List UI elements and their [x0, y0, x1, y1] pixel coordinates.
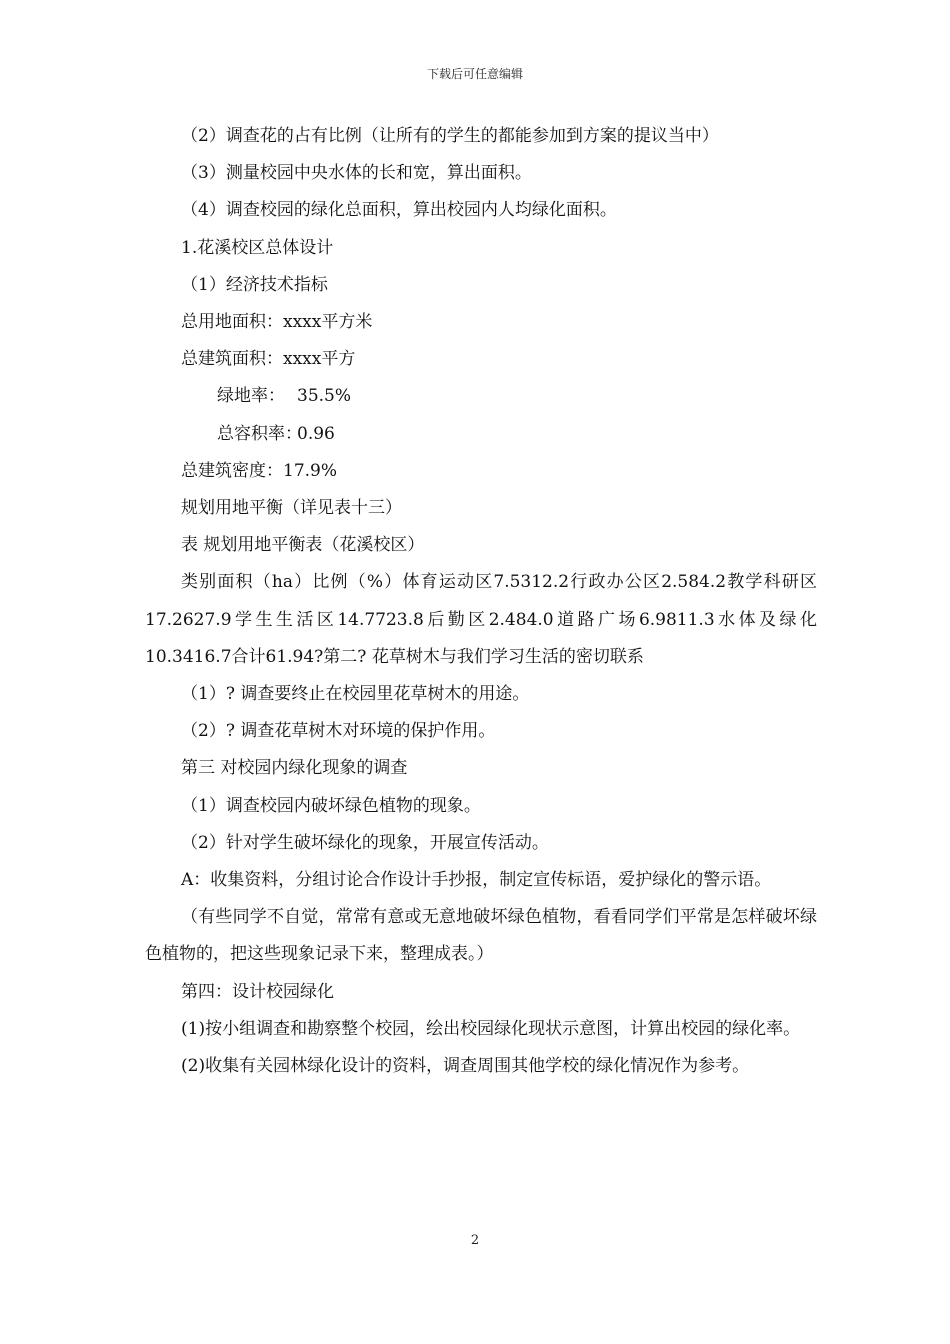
indicator-floor-area-ratio [145, 416, 817, 453]
indicator-label: 绿地率： [217, 386, 285, 407]
section-heading: 1.花溪校区总体设计 [181, 237, 334, 258]
page-header: 下载后可任意编辑 [426, 67, 523, 81]
section-heading: 第四：设计校园绿化 [181, 981, 334, 1002]
section-heading: 第三 对校园内绿化现象的调查 [181, 758, 408, 779]
indicator-total-building-area: 总建筑面积：xxxx平方 [181, 349, 356, 370]
paragraph: （2）针对学生破坏绿化的现象，开展宣传活动。 [181, 832, 549, 853]
page-number: 2 [470, 1233, 480, 1248]
paragraph: （4）调查校园的绿化总面积，算出校园内人均绿化面积。 [181, 200, 617, 221]
indicator-building-density: 总建筑密度：17.9% [181, 460, 338, 481]
document-body [145, 118, 817, 1085]
paragraph: (2)收集有关园林绿化设计的资料，调查周围其他学校的绿化情况作为参考。 [181, 1056, 750, 1077]
table-caption: 表 规划用地平衡表（花溪校区） [181, 535, 425, 556]
paragraph: （1）经济技术指标 [181, 274, 328, 295]
paragraph: (1)按小组调查和勘察整个校园，绘出校园绿化现状示意图，计算出校园的绿化率。 [181, 1018, 801, 1039]
paragraph: （1）调查校园内破坏绿色植物的现象。 [181, 795, 481, 816]
indicator-label: 总容积率： [217, 423, 302, 444]
paragraph: （2）? 调查花草树木对环境的保护作用。 [181, 721, 496, 742]
indicator-value: 0.96 [297, 423, 335, 444]
paragraph: （有些同学不自觉，常常有意或无意地破坏绿色植物，看看同学们平常是怎样破坏绿色植物的，把这些现象记录下来，整理成表。） [145, 907, 817, 965]
indicator-value: 35.5% [297, 386, 352, 407]
paragraph: （1）? 调查要终止在校园里花草树木的用途。 [181, 684, 530, 705]
paragraph: 类别面积（ha）比例（%）体育运动区7.5312.2行政办公区2.584.2教学科研区17.2627.9学生生活区14.7723.8后勤区2.484.0道路广场6.9811.3水体及绿化10.3416.7合计61.94?第二? 花草树木与我们学习生活的密切联系 [145, 572, 817, 667]
paragraph: （3）测量校园中央水体的长和宽，算出面积。 [181, 163, 532, 184]
indicator-total-land-area: 总用地面积：xxxx平方米 [181, 312, 373, 333]
indicator-green-rate [145, 378, 817, 415]
paragraph: A：收集资料，分组讨论合作设计手抄报，制定宣传标语，爱护绿化的警示语。 [181, 870, 772, 891]
paragraph: 规划用地平衡（详见表十三） [181, 498, 402, 519]
paragraph: （2）调查花的占有比例（让所有的学生的都能参加到方案的提议当中） [181, 126, 719, 146]
